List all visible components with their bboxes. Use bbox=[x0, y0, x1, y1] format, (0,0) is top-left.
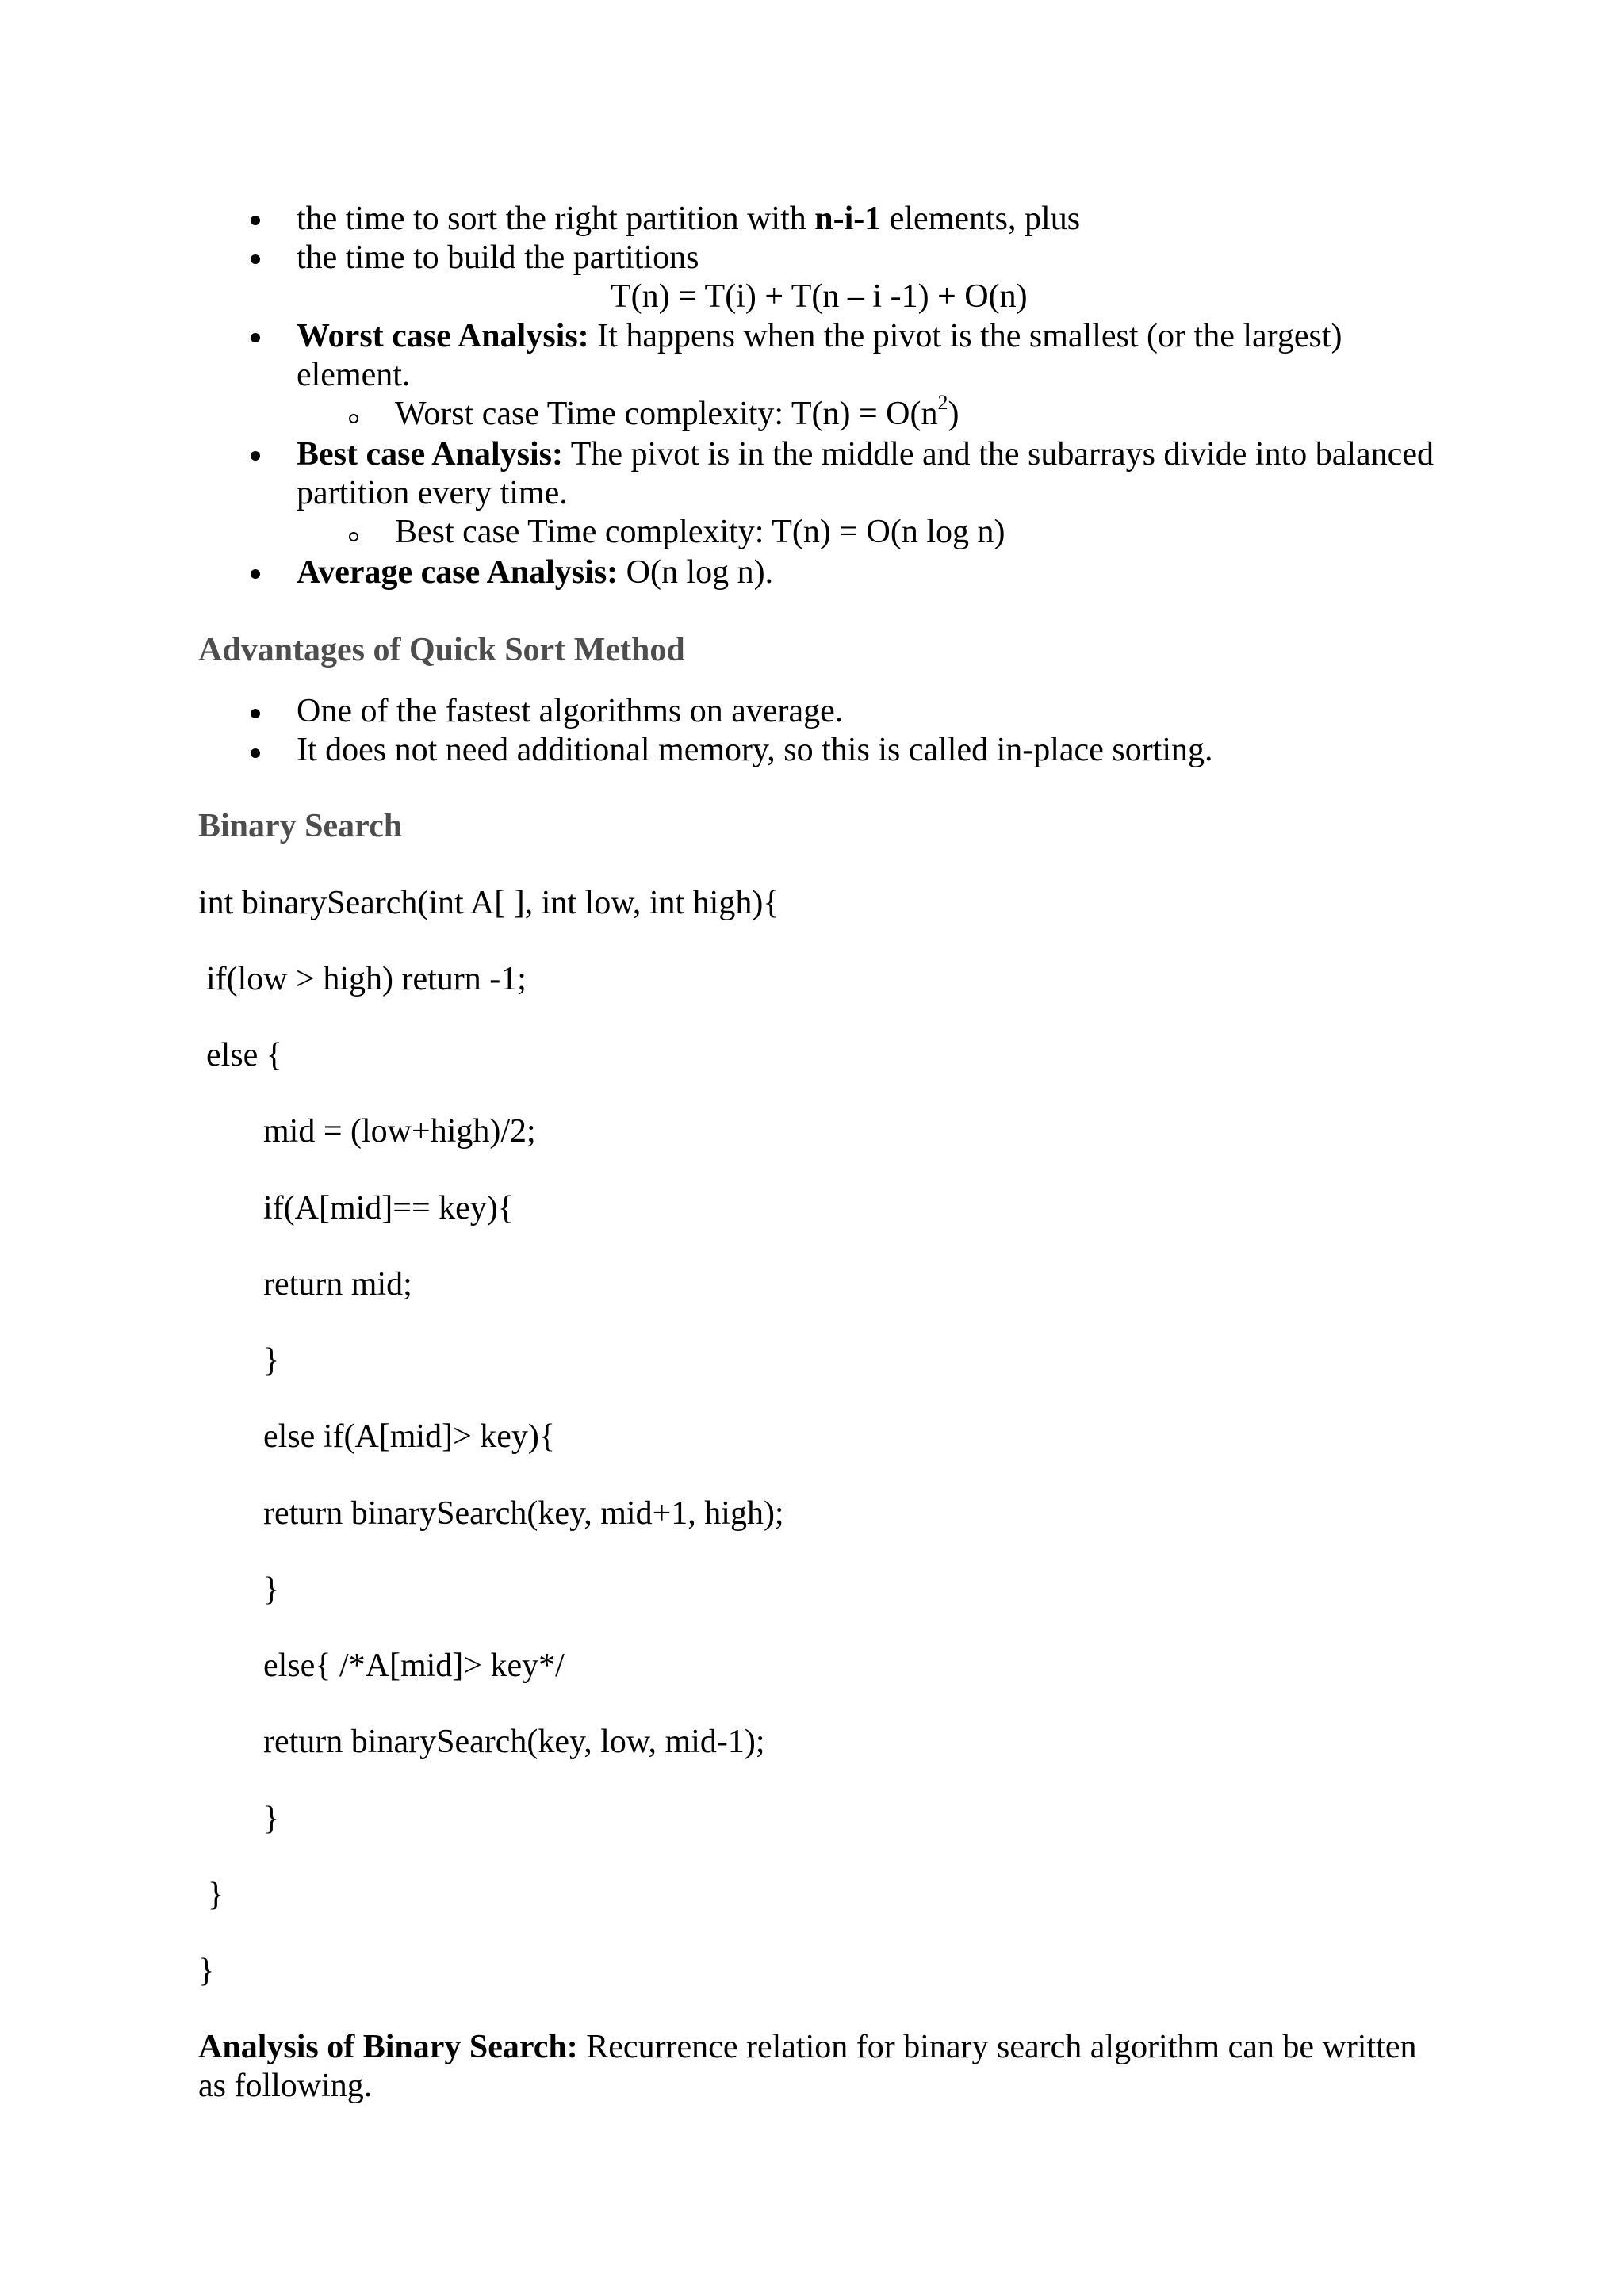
analysis-binary-search-line1 bbox=[198, 2028, 1416, 2067]
code-line: else { bbox=[206, 1037, 282, 1073]
item-text: the time to sort the right partition with bbox=[297, 201, 815, 237]
code-line: } bbox=[263, 1342, 280, 1379]
code-line: else{ /*A[mid]> key*/ bbox=[263, 1647, 565, 1684]
advantage-item: One of the fastest algorithms on average. bbox=[297, 693, 844, 729]
recurrence-equation: T(n) = T(i) + T(n – i -1) + O(n) bbox=[611, 278, 1028, 315]
bullet-dot bbox=[251, 709, 260, 718]
worst-case-text: It happens when the pivot is the smallest (or the largest) bbox=[588, 318, 1342, 354]
code-line: return binarySearch(key, low, mid-1); bbox=[263, 1724, 765, 1760]
code-line: mid = (low+high)/2; bbox=[263, 1113, 536, 1150]
section-heading-binary-search: Binary Search bbox=[198, 808, 403, 844]
sub-bullet-ring bbox=[349, 532, 358, 541]
worst-case-line1 bbox=[297, 317, 1342, 356]
worst-case-complexity bbox=[395, 391, 959, 434]
code-line: return mid; bbox=[263, 1266, 412, 1303]
list-item-right-partition bbox=[297, 200, 1080, 239]
code-line: return binarySearch(key, mid+1, high); bbox=[263, 1495, 784, 1532]
code-line: if(A[mid]== key){ bbox=[263, 1190, 514, 1226]
average-case-line bbox=[297, 553, 773, 592]
best-case-label: Best case Analysis: bbox=[297, 436, 563, 473]
worst-case-line2: element. bbox=[297, 357, 411, 393]
bullet-dot bbox=[251, 569, 260, 579]
code-line: int binarySearch(int A[ ], int low, int high){ bbox=[198, 885, 779, 921]
best-case-line2: partition every time. bbox=[297, 475, 568, 511]
code-line: } bbox=[263, 1800, 280, 1837]
code-line: if(low > high) return -1; bbox=[206, 961, 527, 997]
code-line: } bbox=[198, 1953, 215, 1989]
code-line: else if(A[mid]> key){ bbox=[263, 1418, 556, 1455]
bullet-dot bbox=[251, 748, 260, 758]
bullet-dot bbox=[251, 216, 260, 225]
best-case-line1 bbox=[297, 435, 1434, 474]
average-case-label: Average case Analysis: bbox=[297, 554, 619, 591]
best-case-text: The pivot is in the middle and the subarrays divide into balanced bbox=[563, 436, 1434, 473]
code-line: } bbox=[263, 1571, 280, 1608]
sub-bullet-ring bbox=[349, 414, 358, 423]
worst-case-label: Worst case Analysis: bbox=[297, 318, 589, 354]
advantage-item: It does not need additional memory, so this is called in-place sorting. bbox=[297, 732, 1213, 768]
bullet-dot bbox=[251, 333, 260, 342]
item-bold: n-i-1 bbox=[814, 201, 882, 237]
average-case-text: O(n log n). bbox=[618, 554, 774, 591]
analysis-binary-label: Analysis of Binary Search: bbox=[198, 2029, 578, 2065]
item-text: elements, plus bbox=[881, 201, 1081, 237]
bullet-dot bbox=[251, 451, 260, 461]
section-heading-advantages: Advantages of Quick Sort Method bbox=[198, 632, 685, 668]
worst-complexity-text: Worst case Time complexity: T(n) = O(n bbox=[395, 396, 938, 432]
analysis-binary-search-line2: as following. bbox=[198, 2068, 373, 2104]
best-case-complexity: Best case Time complexity: T(n) = O(n log n) bbox=[395, 514, 1005, 550]
worst-complexity-close: ) bbox=[948, 396, 959, 432]
superscript: 2 bbox=[937, 391, 948, 414]
bullet-dot bbox=[251, 254, 260, 264]
analysis-binary-text: Recurrence relation for binary search algorithm can be written bbox=[577, 2029, 1417, 2065]
code-line: } bbox=[208, 1877, 224, 1913]
list-item-build-partitions: the time to build the partitions bbox=[297, 239, 699, 276]
